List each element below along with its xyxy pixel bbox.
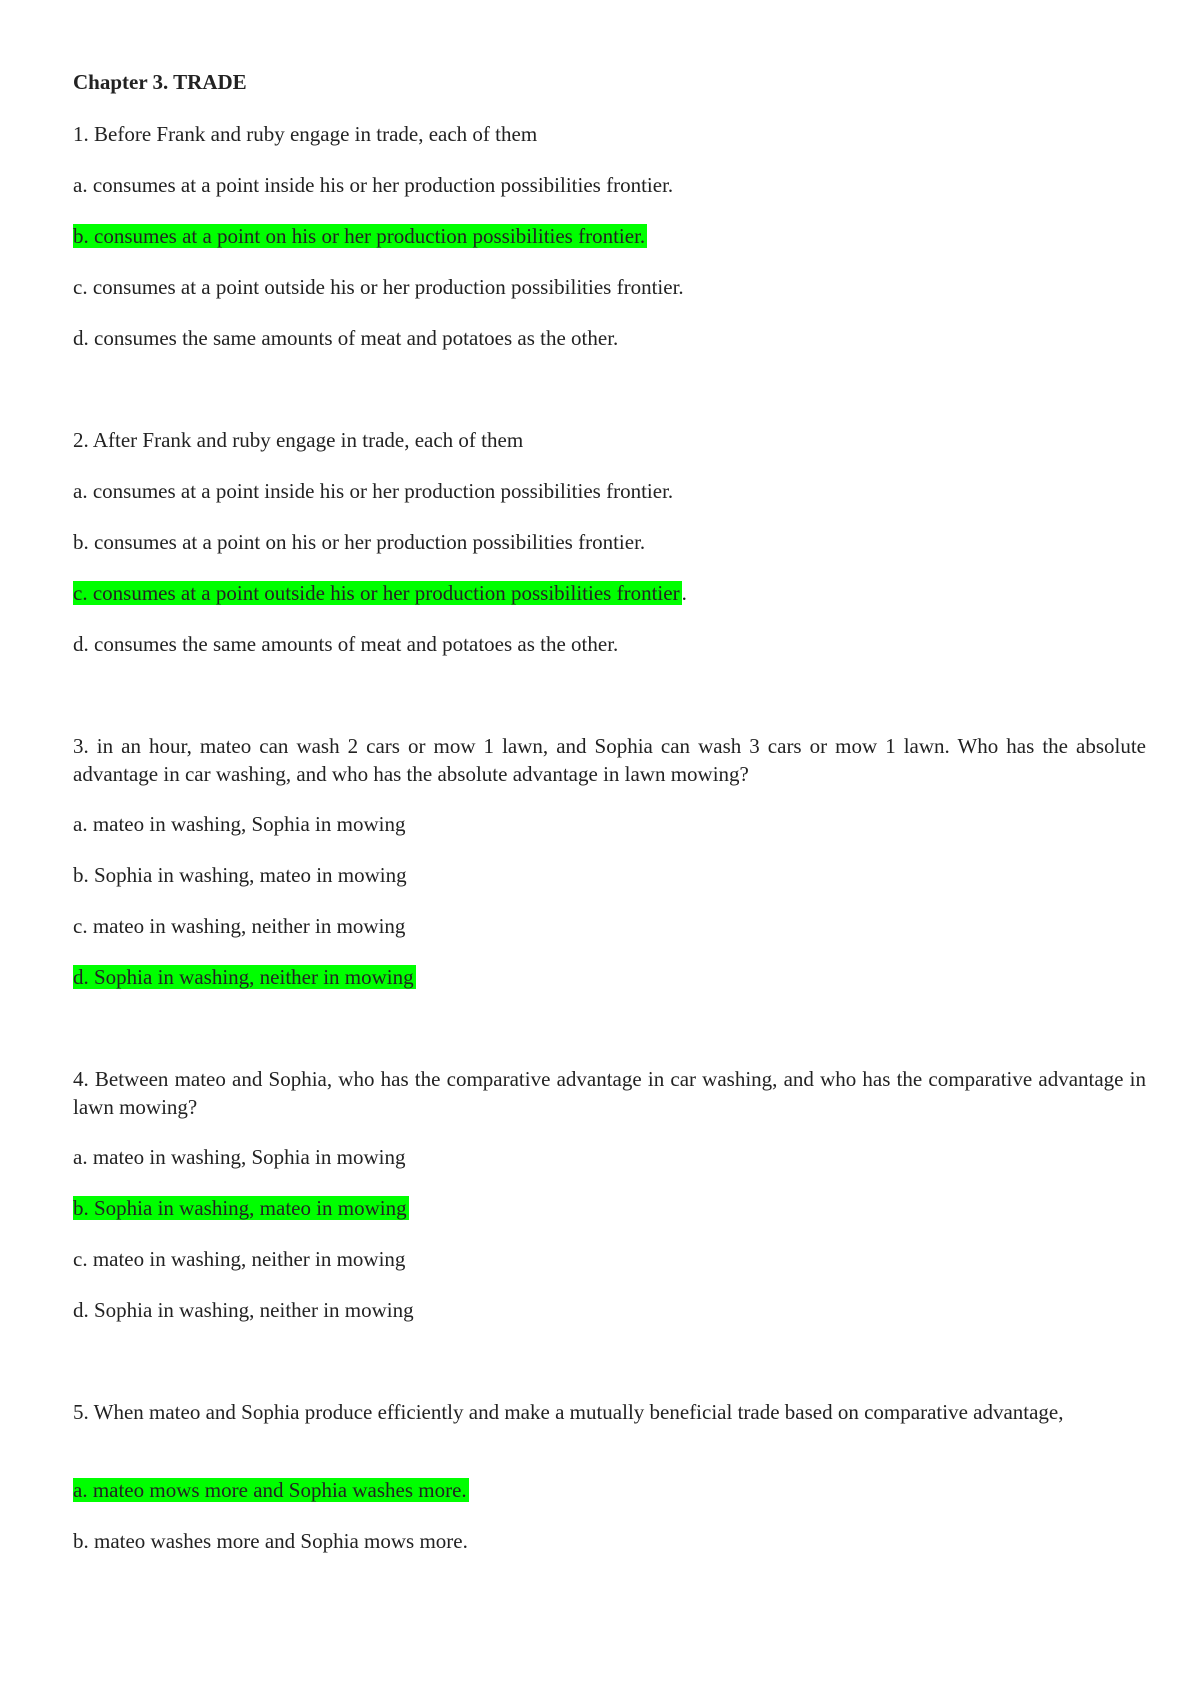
question-2-option-d [73,630,618,658]
question-1-option-b [73,222,647,250]
question-5-option-b [73,1527,468,1555]
option-text: b. consumes at a point on his or her production possibilities frontier. [73,530,646,554]
question-3-option-b [73,861,407,889]
question-3-option-a [73,810,405,838]
option-text: d. Sophia in washing, neither in mowing [73,1298,414,1322]
chapter-title: Chapter 3. TRADE [73,70,247,94]
question-2-text: 2. After Frank and ruby engage in trade, each of them [73,428,524,452]
question-4-option-a [73,1143,405,1171]
option-text: d. consumes the same amounts of meat and potatoes as the other. [73,632,619,656]
highlighted-answer: b. Sophia in washing, mateo in mowing [73,1196,407,1220]
question-2-option-b [73,528,645,556]
question-4-option-c [73,1245,405,1273]
highlighted-answer: a. mateo mows more and Sophia washes more. [73,1478,467,1502]
question-3-option-d [73,963,416,991]
option-text: a. consumes at a point inside his or her production possibilities frontier. [73,173,674,197]
option-text: a. mateo in washing, Sophia in mowing [73,1145,406,1169]
option-text: a. mateo in washing, Sophia in mowing [73,812,406,836]
question-1-option-a [73,171,673,199]
question-4-option-b [73,1194,409,1222]
option-text: c. consumes at a point outside his or her production possibilities frontier. [73,275,684,299]
option-text: b. Sophia in washing, mateo in mowing [73,863,407,887]
question-3-text: 3. in an hour, mateo can wash 2 cars or mow 1 lawn, and Sophia can wash 3 cars or mow 1 lawn. Who has the absolute advantage in car washing, and who has the absolute advantage in lawn mowing? [73,734,1146,786]
option-text: a. consumes at a point inside his or her production possibilities frontier. [73,479,674,503]
question-2-option-c [73,579,687,607]
question-4-option-d [73,1296,414,1324]
option-text: c. mateo in washing, neither in mowing [73,914,406,938]
question-4-text: 4. Between mateo and Sophia, who has the comparative advantage in car washing, and who has the comparative advantage in lawn mowing? [73,1067,1146,1119]
question-2-option-a [73,477,673,505]
question-1-option-c [73,273,684,301]
question-1-option-d [73,324,618,352]
option-text: c. mateo in washing, neither in mowing [73,1247,406,1271]
question-5-option-a [73,1476,469,1504]
highlighted-answer: c. consumes at a point outside his or her production possibilities frontier [73,581,680,605]
question-5-text: 5. When mateo and Sophia produce efficiently and make a mutually beneficial trade based on comparative advantage, [73,1400,1064,1424]
option-suffix: . [681,581,687,605]
question-1-text: 1. Before Frank and ruby engage in trade, each of them [73,122,538,146]
highlighted-answer: d. Sophia in washing, neither in mowing [73,965,414,989]
option-text: b. mateo washes more and Sophia mows more. [73,1529,468,1553]
highlighted-answer: b. consumes at a point on his or her production possibilities frontier. [73,224,646,248]
option-text: d. consumes the same amounts of meat and potatoes as the other. [73,326,619,350]
question-3-option-c [73,912,405,940]
